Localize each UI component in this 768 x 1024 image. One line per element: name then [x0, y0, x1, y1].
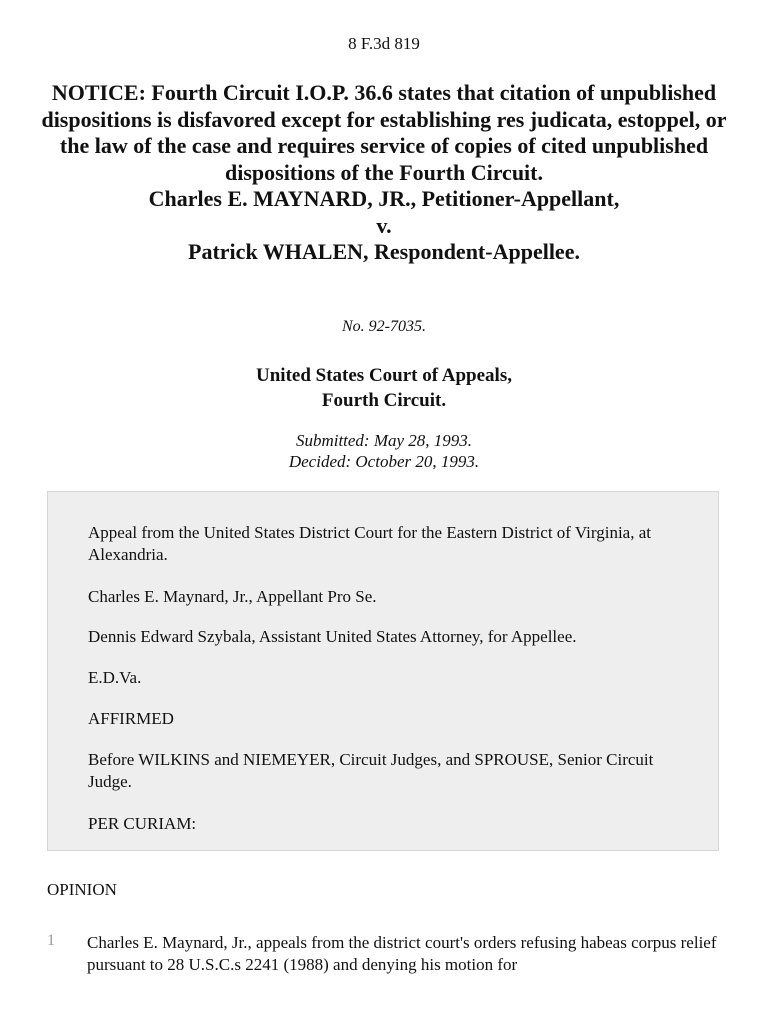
submitted-date: Submitted: May 28, 1993.: [295, 431, 473, 450]
opinion-heading: OPINION: [47, 880, 117, 899]
respondent-name: Patrick WHALEN, Respondent-Appellee.: [188, 239, 580, 264]
paragraph-number: 1: [47, 932, 55, 949]
panel-judges: Before WILKINS and NIEMEYER, Circuit Judges, and SPROUSE, Senior Circuit Judge.: [88, 750, 654, 791]
per-curiam: PER CURIAM:: [88, 814, 197, 833]
docket-number: No. 92-7035.: [342, 318, 426, 335]
appellant-counsel: Charles E. Maynard, Jr., Appellant Pro Se.: [88, 587, 377, 606]
notice-text: NOTICE: Fourth Circuit I.O.P. 36.6 states that citation of unpublished dispositions is disfavored except for establishing res judicata, estoppel, or the law of the case and requires service of copies of cited unpublished dispositions of the Fourth Circuit.: [41, 80, 727, 185]
case-title: [40, 80, 728, 266]
appellee-counsel: Dennis Edward Szybala, Assistant United States Attorney, for Appellee.: [88, 627, 577, 646]
paragraph-text: Charles E. Maynard, Jr., appeals from the district court's orders refusing habeas corpus relief pursuant to 28 U.S.C.s 2241 (1988) and denying his motion for: [87, 933, 717, 974]
lower-court: E.D.Va.: [88, 668, 142, 687]
petitioner-name: Charles E. MAYNARD, JR., Petitioner-Appellant,: [148, 186, 620, 211]
court-name-line1: United States Court of Appeals,: [256, 365, 512, 386]
decided-date: Decided: October 20, 1993.: [288, 452, 480, 471]
versus-text: v.: [376, 212, 392, 238]
court-name: [0, 363, 768, 413]
appeal-from-text: Appeal from the United States District Court for the Eastern District of Virginia, at Alexandria.: [88, 523, 652, 564]
case-citation: 8 F.3d 819: [348, 34, 420, 53]
court-name-line2: Fourth Circuit.: [321, 390, 447, 411]
disposition: AFFIRMED: [88, 709, 174, 728]
case-info-box: [47, 491, 719, 851]
case-dates: [0, 430, 768, 472]
